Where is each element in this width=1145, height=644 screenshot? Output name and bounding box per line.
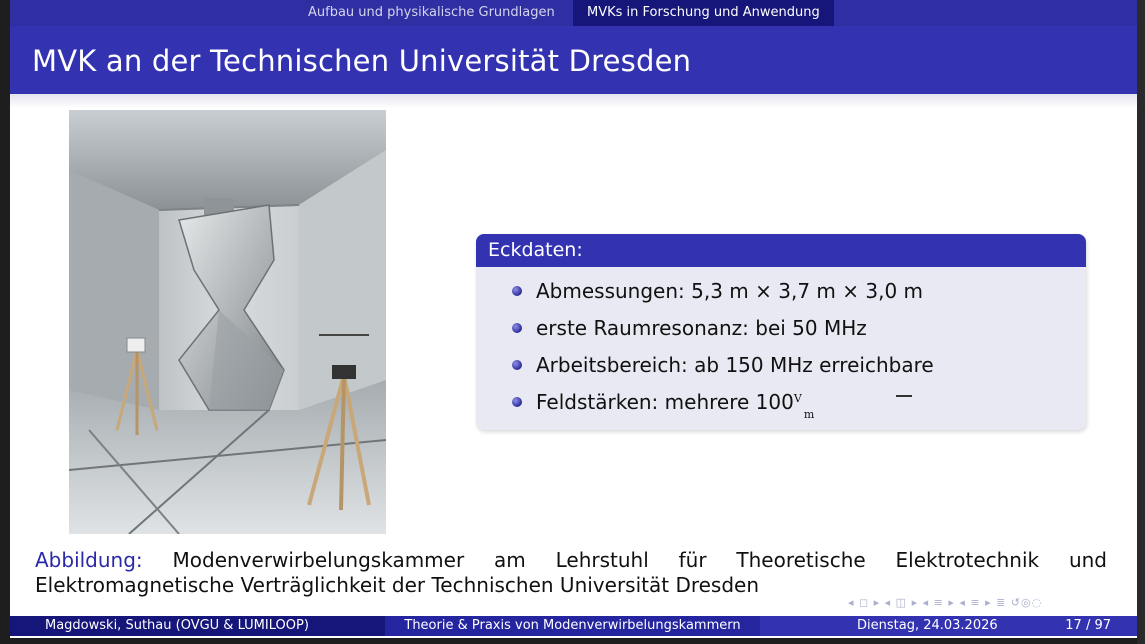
unit-denominator: m bbox=[803, 408, 815, 421]
footer-talk-title: Theorie & Praxis von Modenverwirbelungskammern bbox=[385, 616, 760, 636]
beamer-navigation-icons[interactable]: ◂ ◻ ▸ ◂ ◫ ▸ ◂ ≡ ▸ ◂ ≡ ▸ ≣ ↺◎◌ bbox=[848, 596, 1043, 609]
list-item bbox=[510, 278, 934, 315]
dash-mark bbox=[896, 395, 912, 397]
item-text: Arbeitsbereich: ab 150 MHz erreichbare bbox=[536, 353, 934, 377]
nav-section-grundlagen[interactable]: Aufbau und physikalische Grundlagen bbox=[308, 5, 555, 20]
chamber-photo bbox=[69, 110, 386, 534]
bullet-icon bbox=[512, 286, 522, 296]
bullet-icon bbox=[512, 360, 522, 370]
list-item bbox=[510, 315, 934, 352]
figure-caption bbox=[35, 548, 1107, 598]
window-edge bbox=[1137, 0, 1145, 644]
list-item bbox=[510, 352, 934, 389]
slide bbox=[10, 0, 1137, 638]
bullet-icon bbox=[512, 397, 522, 407]
footer-date: Dienstag, 24.03.2026 bbox=[857, 618, 998, 633]
item-text: Abmessungen: 5,3 m × 3,7 m × 3,0 m bbox=[536, 279, 924, 303]
nav-section-forschung[interactable]: MVKs in Forschung und Anwendung bbox=[573, 0, 834, 26]
title-bar bbox=[10, 26, 1137, 94]
caption-text: Modenverwirbelungskammer am Lehrstuhl für Theoretische Elektrotechnik und Elektromagnetische Verträglichkeit der Technischen Universität Dresden bbox=[35, 548, 1108, 597]
footer-date-page bbox=[760, 616, 1137, 636]
bullet-icon bbox=[512, 323, 522, 333]
title-shadow bbox=[10, 94, 1137, 108]
unit-volt-per-meter bbox=[793, 389, 815, 421]
key-data-block bbox=[476, 234, 1086, 430]
footer-authors: Magdowski, Suthau (OVGU & LUMILOOP) bbox=[10, 616, 385, 636]
caption-label: Abbildung: bbox=[35, 548, 143, 572]
section-navigation bbox=[10, 0, 1137, 26]
slide-title: MVK an der Technischen Universität Dresden bbox=[32, 44, 692, 78]
unit-numerator: V bbox=[793, 392, 802, 405]
footer-page-number: 17 / 97 bbox=[1065, 618, 1111, 633]
footer bbox=[10, 616, 1137, 636]
chamber-photo-drawing bbox=[69, 110, 386, 534]
key-data-list bbox=[510, 278, 934, 426]
list-item bbox=[510, 389, 934, 426]
key-data-heading: Eckdaten: bbox=[476, 234, 1086, 267]
item-text: Feldstärken: mehrere 100 bbox=[536, 390, 794, 414]
item-text: erste Raumresonanz: bei 50 MHz bbox=[536, 316, 867, 340]
